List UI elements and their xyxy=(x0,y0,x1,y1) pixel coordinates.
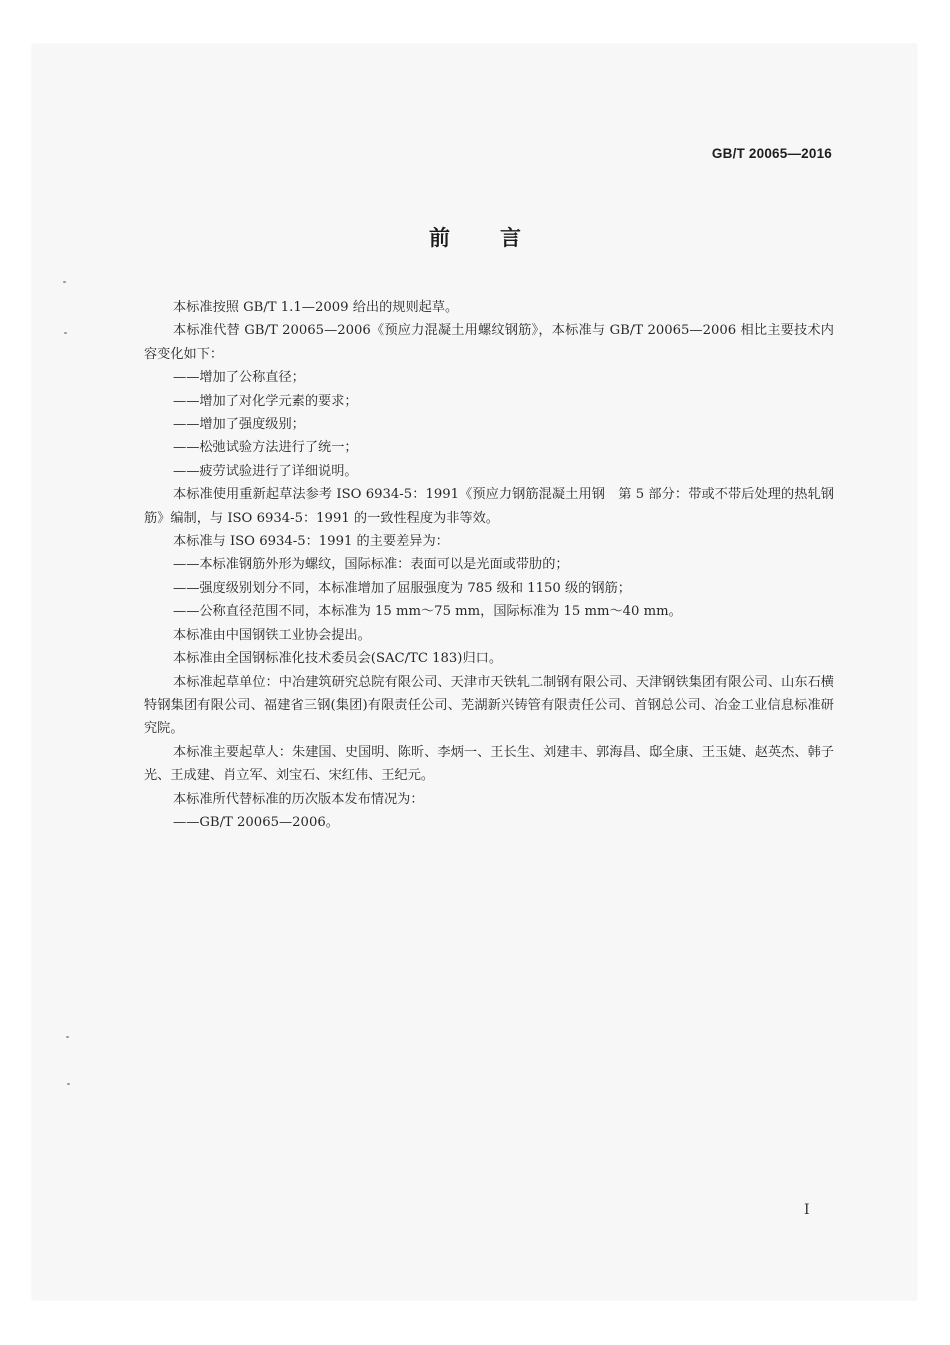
page-title: 前言 xyxy=(429,226,571,250)
paragraph: 本标准与 ISO 6934-5：1991 的主要差异为： xyxy=(173,534,449,550)
list-item: ——公称直径范围不同，本标准为 15 mm～75 mm，国际标准为 15 mm～40 mm。 xyxy=(173,604,682,620)
list-item: ——疲劳试验进行了详细说明。 xyxy=(173,463,358,479)
list-item: ——增加了强度级别； xyxy=(173,417,305,433)
paragraph: 本标准主要起草人：朱建国、史国明、陈昕、李炳一、王长生、刘建丰、郭海昌、邸全康、王玉婕、赵英杰、韩子光、王成建、肖立军、刘宝石、宋红伟、王纪元。 xyxy=(144,744,834,784)
list-item: ——本标准钢筋外形为螺纹，国际标准：表面可以是光面或带肋的； xyxy=(173,557,569,573)
list-item: ——增加了公称直径； xyxy=(173,370,305,386)
paragraph: 本标准起草单位：中冶建筑研究总院有限公司、天津市天铁轧二制钢有限公司、天津钢铁集团有限公司、山东石横特钢集团有限公司、福建省三钢(集团)有限责任公司、芜湖新兴铸管有限责任公司、首钢总公司、冶金工业信息标准研究院。 xyxy=(144,674,834,737)
scan-speck xyxy=(67,1083,70,1085)
page-number: I xyxy=(804,1202,810,1218)
foreword-body xyxy=(144,296,834,834)
scan-speck xyxy=(64,332,67,334)
paragraph: 本标准按照 GB/T 1.1—2009 给出的规则起草。 xyxy=(173,300,459,315)
paragraph: 本标准由中国钢铁工业协会提出。 xyxy=(173,627,371,643)
scan-speck xyxy=(63,281,66,283)
paragraph: 本标准所代替标准的历次版本发布情况为： xyxy=(173,791,424,807)
list-item: ——松弛试验方法进行了统一； xyxy=(173,440,358,456)
paragraph: 本标准使用重新起草法参考 ISO 6934-5：1991《预应力钢筋混凝土用钢 第 5 部分：带或不带后处理的热轧钢筋》编制，与 ISO 6934-5：1991 的一致性程度为非等效。 xyxy=(144,487,834,526)
list-item: ——GB/T 20065—2006。 xyxy=(173,814,339,830)
scan-speck xyxy=(66,1036,69,1038)
list-item: ——增加了对化学元素的要求； xyxy=(173,393,358,409)
paragraph: 本标准由全国钢标准化技术委员会(SAC/TC 183)归口。 xyxy=(173,651,503,667)
paragraph: 本标准代替 GB/T 20065—2006《预应力混凝土用螺纹钢筋》，本标准与 GB/T 20065—2006 相比主要技术内容变化如下： xyxy=(144,323,834,362)
standard-code: GB/T 20065—2016 xyxy=(711,146,832,161)
list-item: ——强度级别划分不同，本标准增加了屈服强度为 785 级和 1150 级的钢筋； xyxy=(173,580,631,596)
